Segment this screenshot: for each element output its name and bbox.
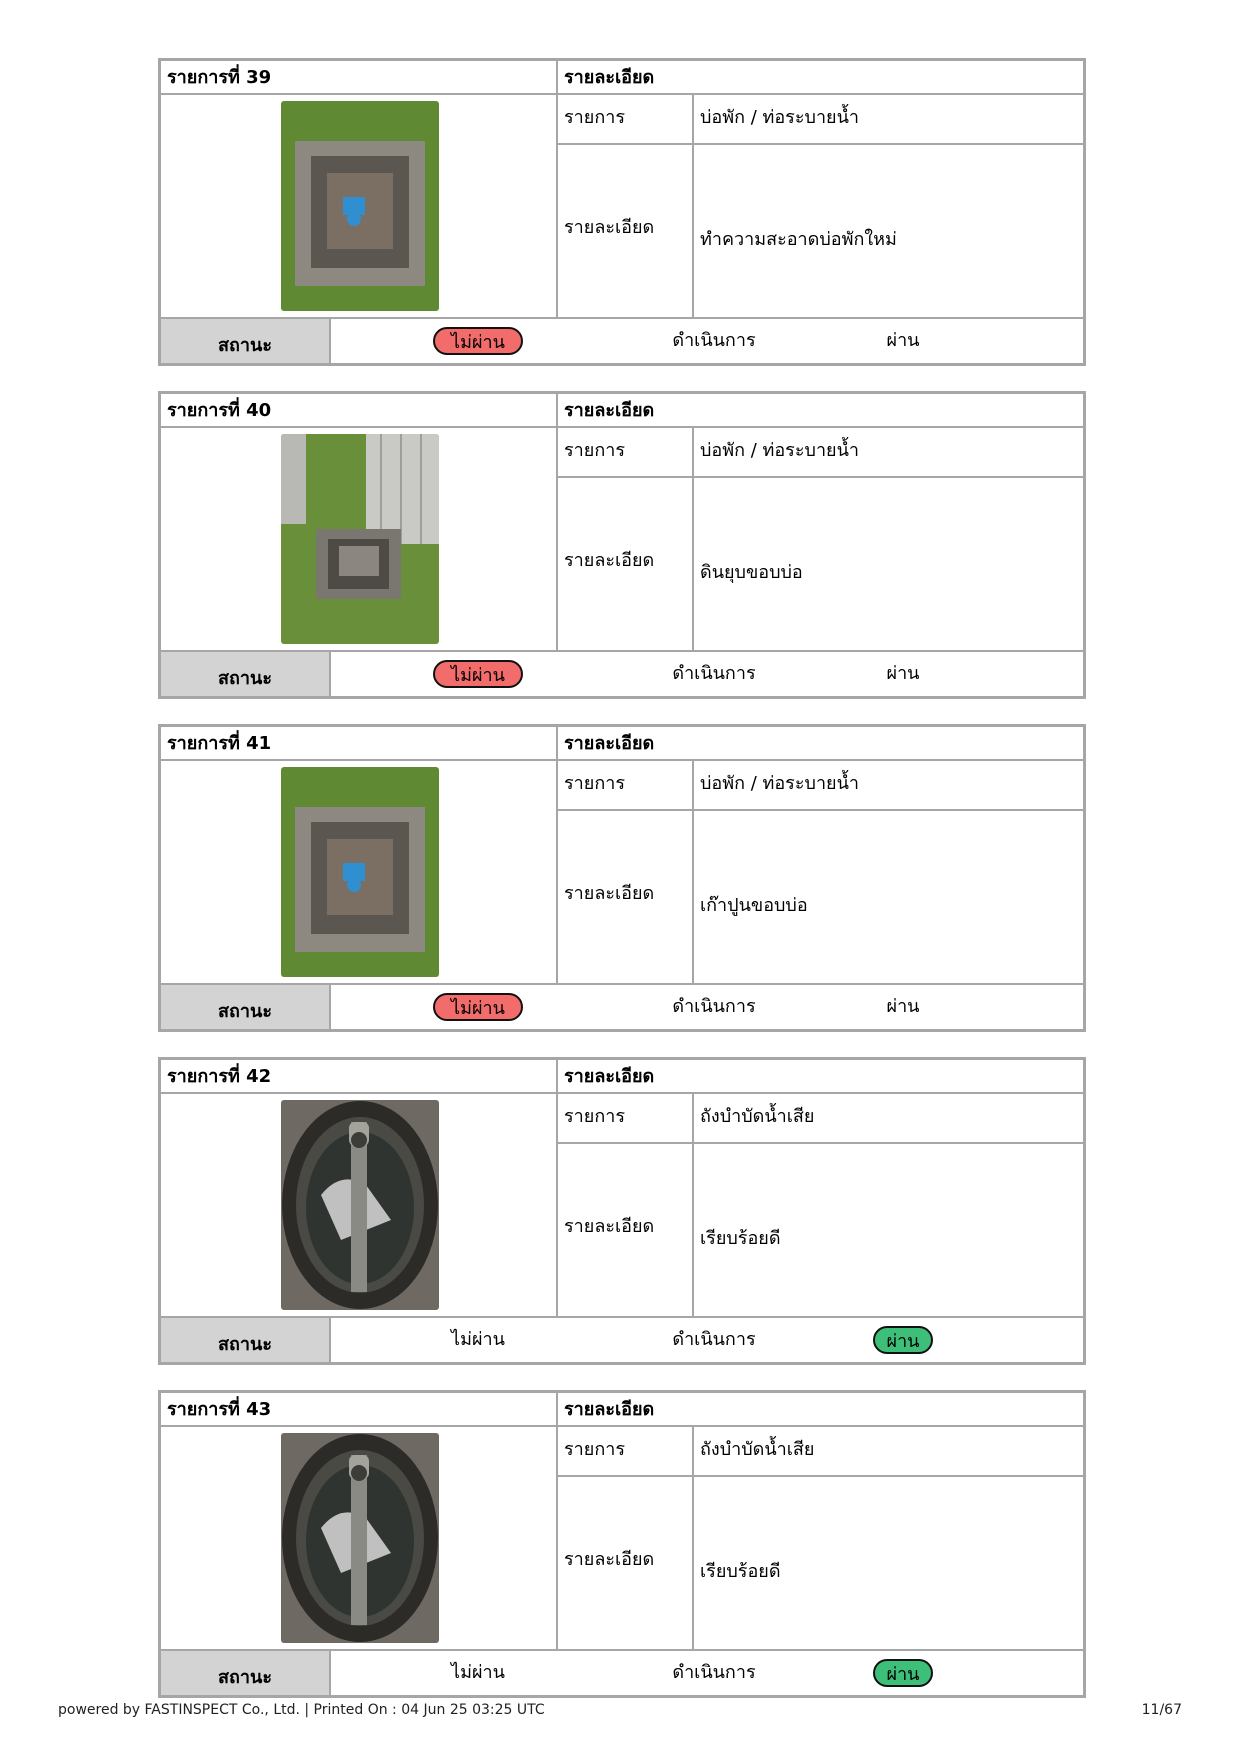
status-option-pass[interactable]: ผ่าน [886,663,920,684]
inspection-card [158,724,1086,1032]
status-option-pass[interactable]: ผ่าน [886,996,920,1017]
inspection-photo[interactable] [281,1100,439,1310]
status-row [161,1651,1083,1695]
status-row [161,652,1083,696]
detail-value: เรียบร้อยดี [700,1228,781,1249]
detail-label: รายละเอียด [564,217,655,238]
item-value: บ่อพัก / ท่อระบายน้ำ [700,440,860,461]
status-option-in-progress[interactable]: ดำเนินการ [672,996,756,1017]
footer-printed-info: powered by FASTINSPECT Co., Ltd. | Printed On : 04 Jun 25 03:25 UTC [58,1702,545,1718]
detail-label: รายละเอียด [564,1549,655,1570]
status-label-cell [161,985,329,1029]
detail-label: รายละเอียด [564,1216,655,1237]
details-header: รายละเอียด [564,733,655,754]
status-label-cell [161,1651,329,1695]
status-label: สถานะ [218,335,272,356]
inspection-photo[interactable] [281,1433,439,1643]
detail-value: ทำความสะอาดบ่อพักใหม่ [700,229,897,250]
detail-value: เก๊าปูนขอบบ่อ [700,895,808,916]
status-label-cell [161,1318,329,1362]
item-label: รายการ [564,1106,625,1127]
status-option-pass[interactable]: ผ่าน [873,1326,933,1354]
status-label: สถานะ [218,1334,272,1355]
status-label-cell [161,319,329,363]
inspection-card [158,391,1086,699]
status-row [161,985,1083,1029]
status-option-fail[interactable]: ไม่ผ่าน [433,660,523,688]
item-label: รายการ [564,107,625,128]
details-header: รายละเอียด [564,1399,655,1420]
status-option-fail[interactable]: ไม่ผ่าน [433,327,523,355]
details-header: รายละเอียด [564,67,655,88]
inspection-card [158,1057,1086,1365]
inspection-card [158,58,1086,366]
inspection-photo[interactable] [281,767,439,977]
item-value: ถังบำบัดน้ำเสีย [700,1439,815,1460]
status-row [161,1318,1083,1362]
status-option-in-progress[interactable]: ดำเนินการ [672,1662,756,1683]
status-option-pass[interactable]: ผ่าน [886,330,920,351]
inspection-photo[interactable] [281,434,439,644]
status-label: สถานะ [218,1001,272,1022]
item-label: รายการ [564,440,625,461]
status-option-in-progress[interactable]: ดำเนินการ [672,663,756,684]
details-header: รายละเอียด [564,400,655,421]
status-option-in-progress[interactable]: ดำเนินการ [672,330,756,351]
inspection-photo[interactable] [281,101,439,311]
status-option-fail[interactable]: ไม่ผ่าน [433,993,523,1021]
item-number: รายการที่ 40 [167,400,272,421]
status-option-fail[interactable]: ไม่ผ่าน [451,1329,505,1350]
status-option-fail[interactable]: ไม่ผ่าน [451,1662,505,1683]
item-label: รายการ [564,1439,625,1460]
status-option-in-progress[interactable]: ดำเนินการ [672,1329,756,1350]
detail-label: รายละเอียด [564,883,655,904]
details-header: รายละเอียด [564,1066,655,1087]
item-label: รายการ [564,773,625,794]
item-number: รายการที่ 42 [167,1066,272,1087]
item-value: บ่อพัก / ท่อระบายน้ำ [700,773,860,794]
item-number: รายการที่ 41 [167,733,272,754]
item-value: ถังบำบัดน้ำเสีย [700,1106,815,1127]
item-value: บ่อพัก / ท่อระบายน้ำ [700,107,860,128]
status-label: สถานะ [218,1667,272,1688]
page-number: 11/67 [1141,1702,1182,1718]
inspection-card [158,1390,1086,1698]
detail-value: ดินยุบขอบบ่อ [700,562,803,583]
status-row [161,319,1083,363]
status-label-cell [161,652,329,696]
detail-label: รายละเอียด [564,550,655,571]
status-option-pass[interactable]: ผ่าน [873,1659,933,1687]
item-number: รายการที่ 43 [167,1399,272,1420]
detail-value: เรียบร้อยดี [700,1561,781,1582]
item-number: รายการที่ 39 [167,67,272,88]
status-label: สถานะ [218,668,272,689]
